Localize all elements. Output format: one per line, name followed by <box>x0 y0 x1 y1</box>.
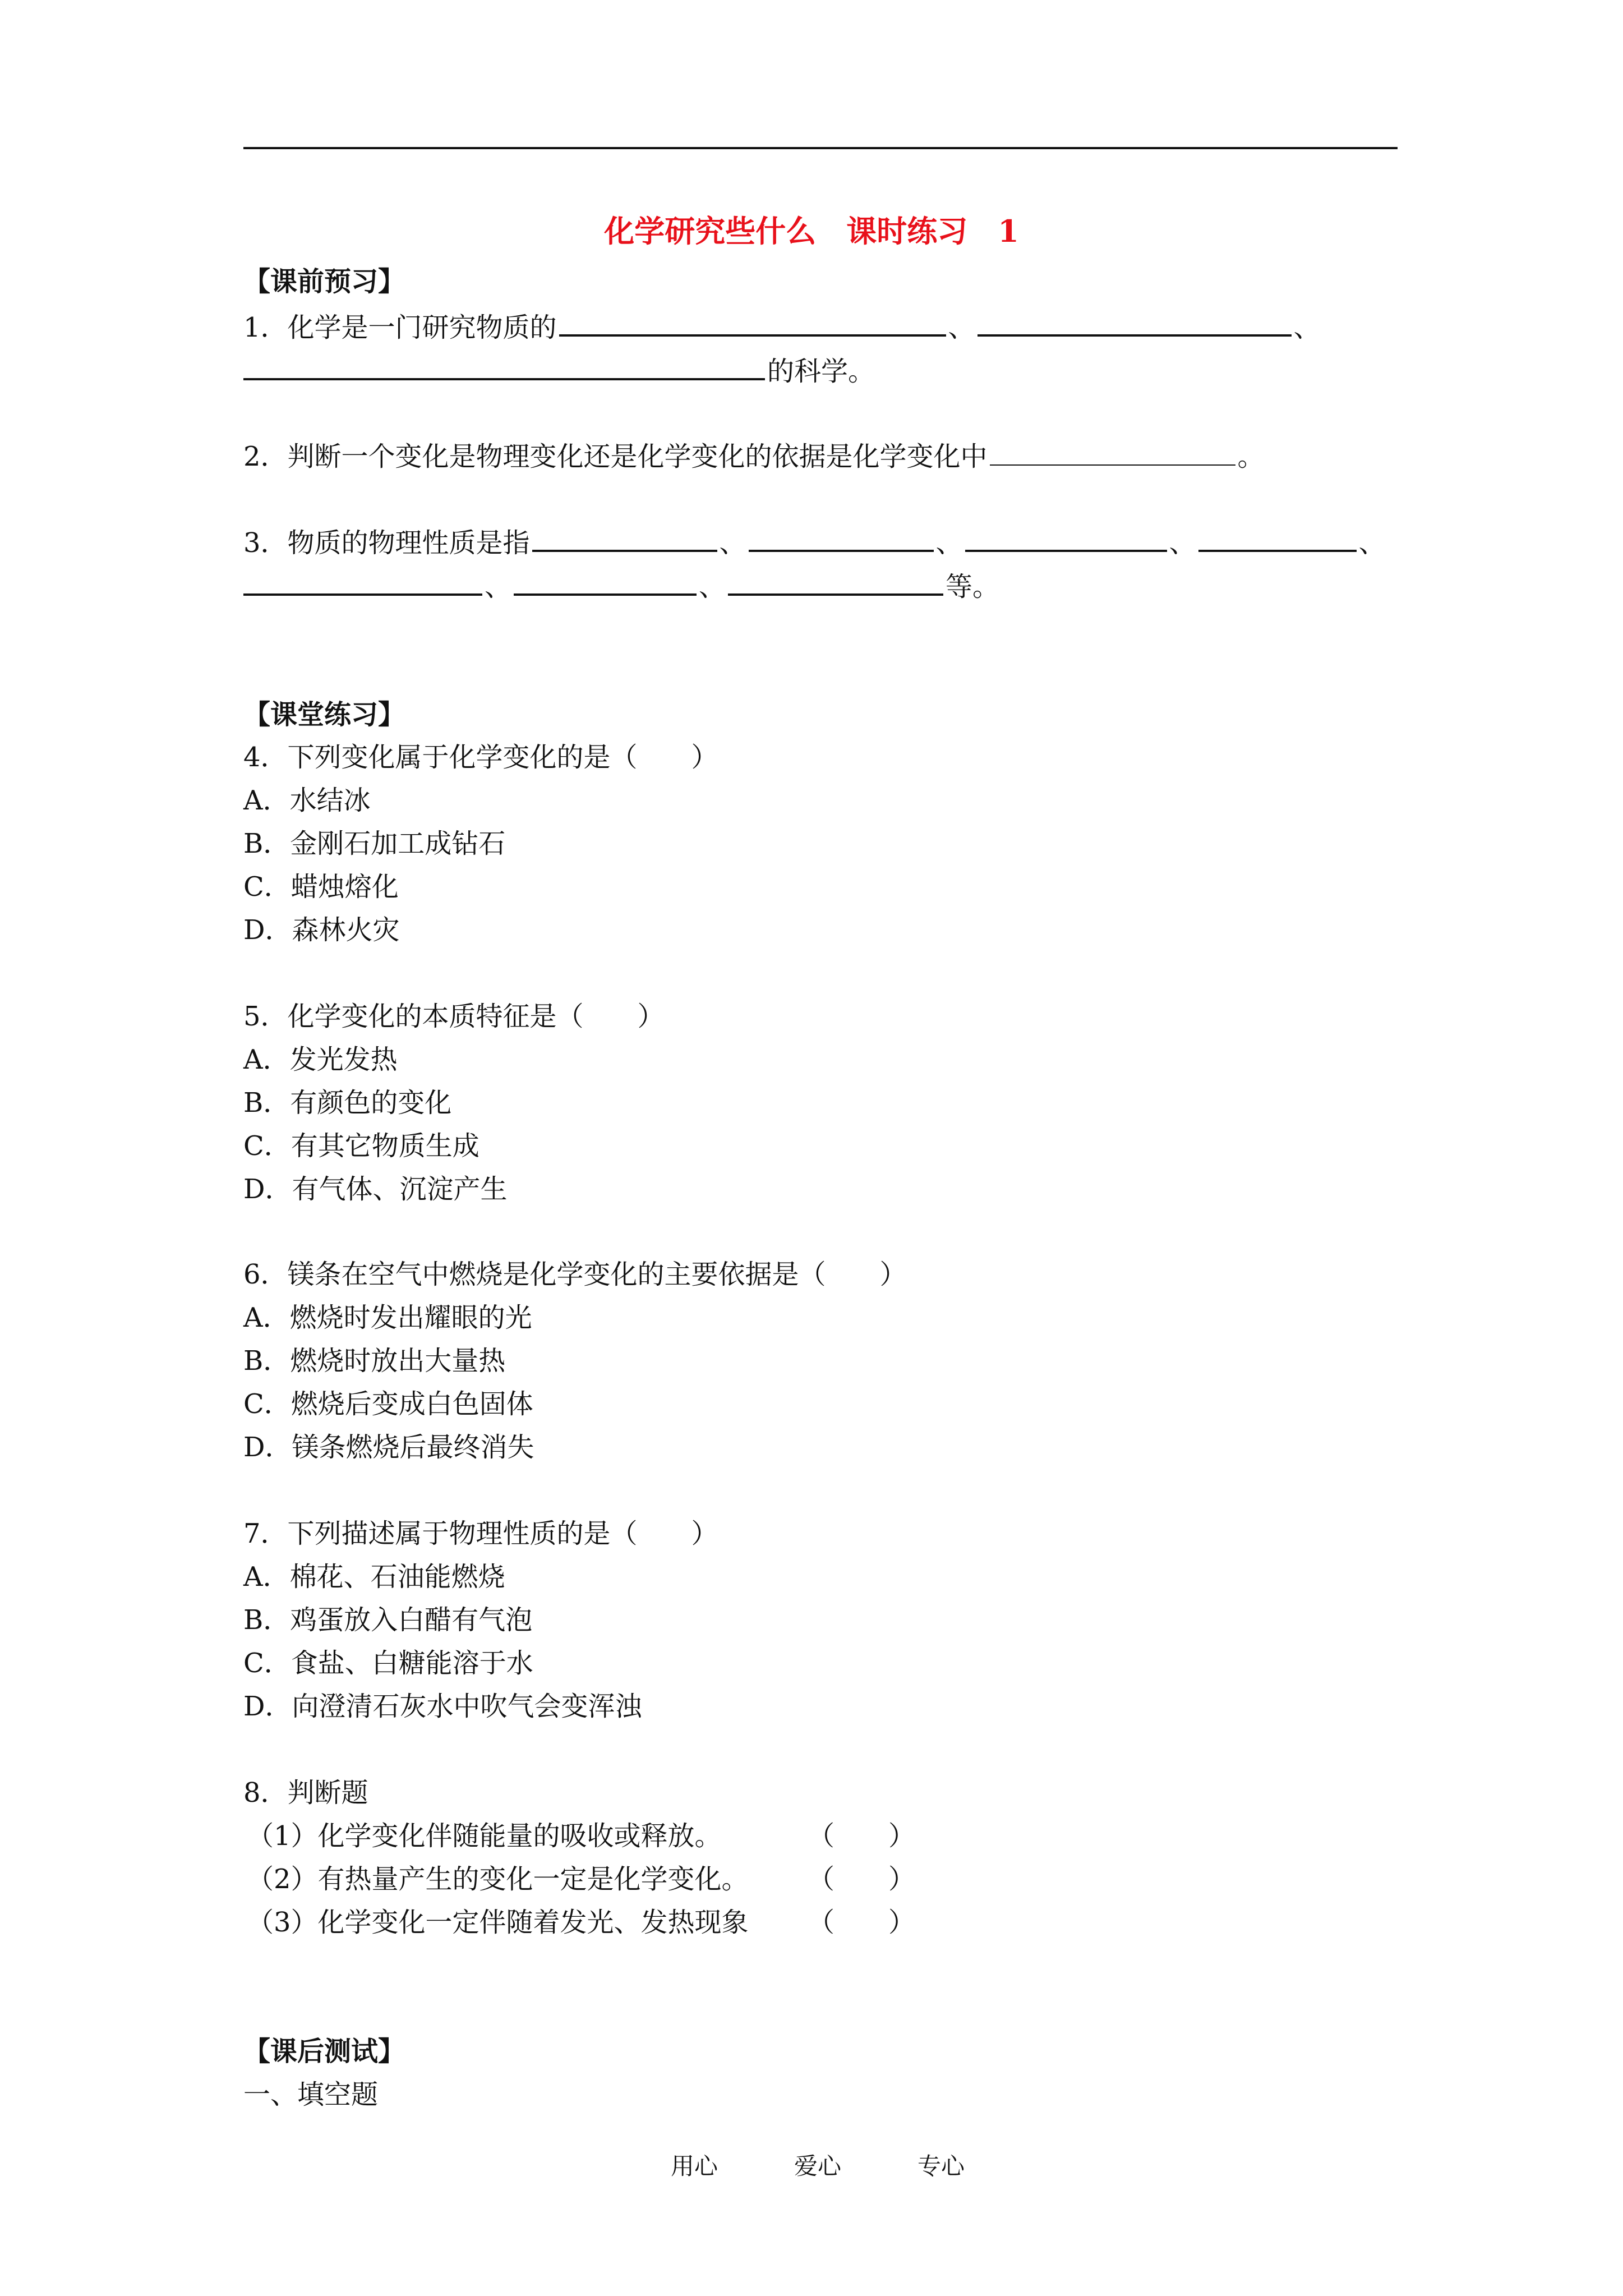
question-3-line-1 <box>243 523 1386 561</box>
separator: 、 <box>935 527 963 559</box>
separator: 、 <box>1169 527 1196 559</box>
answer-blank[interactable] <box>728 567 943 596</box>
question-3-suffix: 等。 <box>946 571 1000 602</box>
answer-blank[interactable] <box>243 567 482 596</box>
question-5-option-a: A．发光发热 <box>243 1044 398 1075</box>
separator: 、 <box>948 312 975 343</box>
section-pre-class: 【课前预习】 <box>243 266 405 297</box>
separator: 、 <box>719 527 746 559</box>
question-2-suffix: 。 <box>1237 441 1265 472</box>
judge-item-2: （2）有热量产生的变化一定是化学变化。 <box>247 1864 749 1895</box>
judge-answer-3[interactable]: （ ） <box>808 1907 916 1938</box>
question-5-option-b: B．有颜色的变化 <box>243 1087 452 1119</box>
header-rule <box>243 147 1398 149</box>
question-6-option-b: B．燃烧时放出大量热 <box>243 1345 506 1377</box>
question-6-stem: 6．镁条在空气中燃烧是化学变化的主要依据是（ ） <box>243 1259 907 1290</box>
question-7-stem: 7．下列描述属于物理性质的是（ ） <box>243 1518 718 1549</box>
question-7-option-b: B．鸡蛋放入白醋有气泡 <box>243 1604 533 1636</box>
answer-blank[interactable] <box>990 438 1235 466</box>
answer-blank[interactable] <box>532 523 717 552</box>
answer-blank[interactable] <box>965 523 1167 552</box>
separator: 、 <box>485 571 512 602</box>
question-5-option-c: C．有其它物质生成 <box>243 1130 479 1162</box>
answer-blank[interactable] <box>749 523 934 552</box>
question-6-option-a: A．燃烧时发出耀眼的光 <box>243 1302 532 1333</box>
judge-item-3: （3）化学变化一定伴随着发光、发热现象 <box>247 1907 749 1938</box>
question-4-stem: 4．下列变化属于化学变化的是（ ） <box>243 742 718 773</box>
separator: 、 <box>1293 312 1321 343</box>
judge-answer-1[interactable]: （ ） <box>808 1820 916 1852</box>
question-1-text: 1．化学是一门研究物质的 <box>243 312 557 343</box>
question-4-option-d: D．森林火灾 <box>243 914 400 946</box>
separator: 、 <box>1358 527 1386 559</box>
answer-blank[interactable] <box>514 567 697 596</box>
footer-text-3: 专心 <box>917 2152 965 2180</box>
question-1-line-1 <box>243 307 1321 346</box>
answer-blank[interactable] <box>559 307 946 337</box>
separator: 、 <box>699 571 726 602</box>
question-5-option-d: D．有气体、沉淀产生 <box>243 1174 508 1205</box>
judge-answer-2[interactable]: （ ） <box>808 1864 916 1895</box>
fill-blank-heading: 一、填空题 <box>243 2079 379 2110</box>
question-2-text: 2．判断一个变化是物理变化还是化学变化的依据是化学变化中 <box>243 441 988 472</box>
question-7-option-d: D．向澄清石灰水中吹气会变浑浊 <box>243 1691 642 1722</box>
footer-text-1: 用心 <box>671 2152 718 2180</box>
answer-blank[interactable] <box>243 351 765 380</box>
section-in-class: 【课堂练习】 <box>243 699 405 730</box>
question-3-text: 3．物质的物理性质是指 <box>243 527 530 559</box>
footer-text-2: 爱心 <box>794 2152 842 2180</box>
question-6-option-c: C．燃烧后变成白色固体 <box>243 1388 533 1420</box>
judge-item-1: （1）化学变化伴随能量的吸收或释放。 <box>247 1820 722 1852</box>
question-1-suffix: 的科学。 <box>767 356 875 387</box>
question-4-option-b: B．金刚石加工成钻石 <box>243 828 506 859</box>
question-7-option-c: C．食盐、白糖能溶于水 <box>243 1648 533 1679</box>
page-title: 化学研究些什么 课时练习 1 <box>604 213 1019 249</box>
answer-blank[interactable] <box>978 307 1292 337</box>
question-5-stem: 5．化学变化的本质特征是（ ） <box>243 1001 665 1032</box>
question-3-line-2 <box>243 567 999 605</box>
question-1-line-2 <box>243 351 875 389</box>
question-6-option-d: D．镁条燃烧后最终消失 <box>243 1432 534 1463</box>
answer-blank[interactable] <box>1198 523 1357 552</box>
question-7-option-a: A．棉花、石油能燃烧 <box>243 1561 505 1593</box>
question-2 <box>243 438 1265 475</box>
question-8-stem: 8．判断题 <box>243 1777 368 1809</box>
question-4-option-c: C．蜡烛熔化 <box>243 871 399 903</box>
section-after-class: 【课后测试】 <box>243 2036 405 2067</box>
question-4-option-a: A．水结冰 <box>243 785 371 816</box>
